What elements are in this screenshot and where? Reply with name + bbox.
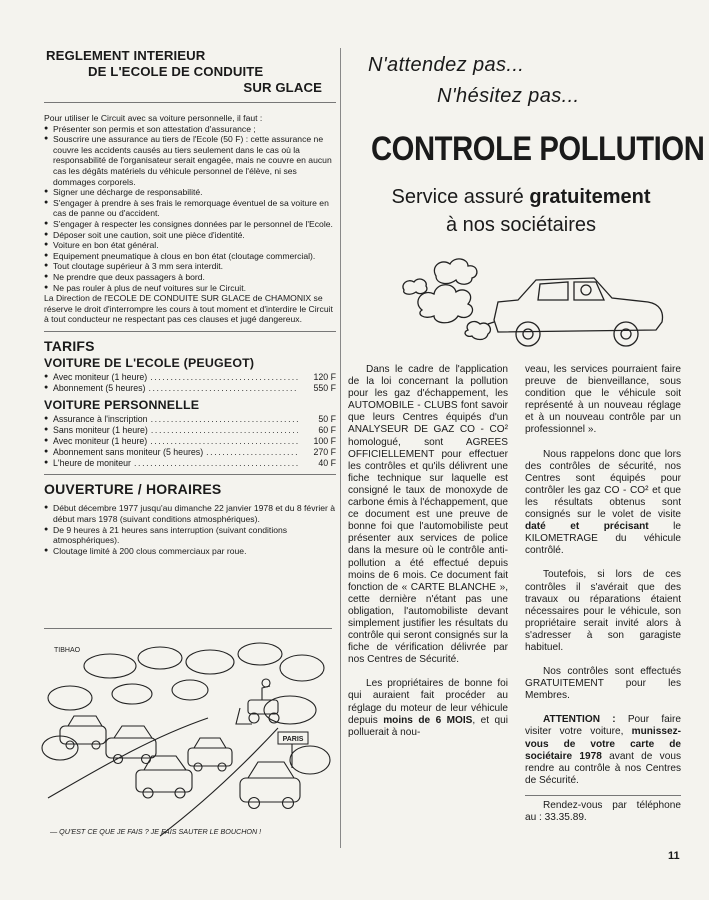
section-rule <box>44 474 336 475</box>
rule-item: ● Présenter son permis et son attestation d'assurance ; <box>44 124 336 135</box>
article-paragraph: veau, les services pourraient faire preuve de bienveillance, sous condition que le véhicule soit représenté à un nouveau réglage et à un nouveau contrôle par un professionnel ». <box>525 364 681 436</box>
rule-item: ● Déposer soit une caution, soit une pièce d'identité. <box>44 230 336 241</box>
price-label: ● Sans moniteur (1 heure) <box>44 425 148 436</box>
article-paragraph <box>525 714 681 787</box>
left-column <box>44 48 336 556</box>
article-bold: moins de 6 MOIS <box>383 714 473 726</box>
rule-item: ● Voiture en bon état général. <box>44 240 336 251</box>
rule-item: ● Ne prendre que deux passagers à bord. <box>44 272 336 283</box>
phone-paragraph: Rendez-vous par téléphone au : 33.35.89. <box>525 799 681 823</box>
rule-item: ● Tout cloutage supérieur à 3 mm sera interdit. <box>44 261 336 272</box>
title-rule <box>44 102 336 103</box>
article-paragraph: Nos contrôles sont effectués GRATUITEMENT pour les Membres. <box>525 666 681 702</box>
column-divider <box>340 48 341 848</box>
reglement-rules <box>44 124 336 294</box>
price-value: 100 F <box>313 436 336 447</box>
article-text: Pour faire visiter votre voiture, <box>525 714 681 738</box>
article-text: avant de vous rendre au contrôle à nos Centres de Sécurité. <box>525 750 681 786</box>
rule-item: ● Ne pas rouler à plus de neuf voitures sur le Circuit. <box>44 283 336 294</box>
footer-rule <box>525 795 681 796</box>
article-bold: munissez-vous de votre carte de sociétaire 1978 <box>525 726 681 762</box>
price-value: 50 F <box>318 414 336 425</box>
price-row <box>44 414 336 425</box>
attention-label: ATTENTION : <box>543 714 616 726</box>
article-text: Nous rappelons donc que lors des contrôles de sécurité, nos Centres sont équipés pour contrôler les gaz CO - CO² et que les résultats obtenus sont consignés sur le volet de visite <box>525 448 681 521</box>
ouverture-list <box>44 503 336 556</box>
service-text: Service assuré <box>391 186 530 208</box>
section-rule <box>44 331 336 332</box>
reglement-title-line-3: SUR GLACE <box>243 80 322 95</box>
article-column-1 <box>348 364 508 739</box>
reglement-title-line-2: DE L'ECOLE DE CONDUITE <box>88 64 264 79</box>
tarifs-heading: TARIFS <box>44 337 95 354</box>
ecole-heading: VOITURE DE L'ECOLE (PEUGEOT) <box>44 355 255 370</box>
reglement-title <box>46 48 336 96</box>
ecole-price-list <box>44 372 336 394</box>
price-label: ● Abonnement sans moniteur (5 heures) <box>44 447 203 458</box>
paris-sign-text: PARIS <box>282 736 304 743</box>
reglement-body <box>44 113 336 325</box>
price-value: 120 F <box>313 371 336 382</box>
perso-price-list <box>44 414 336 468</box>
reglement-title-line-1: REGLEMENT INTERIEUR <box>46 48 206 63</box>
price-value: 270 F <box>313 446 336 457</box>
price-label: ● L'heure de moniteur <box>44 458 131 469</box>
article-paragraph: Dans le cadre de l'application de la loi concernant la pollution pour les gaz d'échappement, les AUTOMOBILE - CLUBS font savoir que leurs Centres équipés d'un ANALYSEUR DE GAZ CO - CO² homologué, sont AGREES OFFICIELLEMENT pour effectuer les contrôles et qu'ils délivrent une fiche technique sur laquelle est consigné le taux de monoxyde de carbone émis à l'échappement, que ce document est une preuve de bonne foi que l'automobiliste peut présenter aux services de police dans la mesure où le contrôle anti-pollution a été effectué depuis moins de 6 mois. Ce document fait fonction de « CARTE BLANCHE », cette dernière n'étant pas une obligation, l'automobiliste devant simplement justifier les résultats du contrôle qui seront consignés sur la fiche de vérification délivrée par nos Centres de Sécurité. <box>348 364 508 666</box>
ouverture-item: ● Cloutage limité à 200 clous commerciaux par roue. <box>44 546 336 557</box>
price-row <box>44 425 336 436</box>
perso-heading: VOITURE PERSONNELLE <box>44 398 200 413</box>
price-row <box>44 383 336 394</box>
reglement-closing: La Direction de l'ECOLE DE CONDUITE SUR GLACE de CHAMONIX se réserve le droit d'interrompre les cours à tout moment et d'interdire le Circuit à tout conducteur ne respectant pas ces clauses et jugé dangereux. <box>44 293 333 325</box>
rule-item: ● Equipement pneumatique à clous en bon état (cloutage commercial). <box>44 251 336 262</box>
artist-signature: TIBHAO <box>54 647 81 654</box>
price-row <box>44 458 336 469</box>
article-text: le KILOMETRAGE du véhicule contrôlé. <box>525 521 681 557</box>
ouverture-item: ● Début décembre 1977 jusqu'au dimanche 22 janvier 1978 et du 8 février à début mars 1978 (suivant conditions atmosphériques). <box>44 503 336 524</box>
service-bold: gratuitement <box>529 186 651 208</box>
tagline-line-1: N'attendez pas... <box>368 54 525 76</box>
rule-item: ● S'engager à respecter les consignes données par le personnel de l'Ecole. <box>44 219 336 230</box>
article-paragraph <box>525 449 681 558</box>
service-line-2: à nos sociétaires <box>445 214 597 236</box>
price-row <box>44 447 336 458</box>
article-column-2 <box>525 364 681 824</box>
price-value: 40 F <box>318 457 336 468</box>
article-paragraph <box>348 678 508 738</box>
price-label: ● Abonnement (5 heures) <box>44 383 145 394</box>
ouverture-heading: OUVERTURE / HORAIRES <box>44 481 222 498</box>
cartoon-caption: — QU'EST CE QUE JE FAIS ? JE FAIS SAUTER LE BOUCHON ! <box>50 827 262 836</box>
article-text: Les propriétaires de bonne foi qui auraient fait procéder au réglage du moteur de leur véhicule depuis <box>348 678 508 726</box>
price-row <box>44 372 336 383</box>
price-value: 550 F <box>313 382 336 393</box>
service-line-1 <box>346 186 696 209</box>
article-paragraph: Toutefois, si lors de ces contrôles il s'avérait que des travaux ou réparations étaient nécessaires pour le véhicule, son propriétaire serait invité alors à s'adresser à son garagiste habituel. <box>525 569 681 653</box>
price-value: 60 F <box>318 425 336 436</box>
price-label: ● Avec moniteur (1 heure) <box>44 436 147 447</box>
price-label: ● Assurance à l'inscription <box>44 414 148 425</box>
headline-controle-pollution: CONTROLE POLLUTION <box>371 130 705 168</box>
price-label: ● Avec moniteur (1 heure) <box>44 372 147 383</box>
reglement-intro: Pour utiliser le Circuit avec sa voiture personnelle, il faut : <box>44 113 263 123</box>
traffic-jam-drawing <box>40 628 332 850</box>
ouverture-item: ● De 9 heures à 21 heures sans interruption (suivant conditions atmosphériques). <box>44 525 336 546</box>
cartoon-illustration <box>40 628 332 850</box>
polluting-car-illustration <box>398 250 698 360</box>
article-text: , et qui polluerait à nou- <box>348 714 508 738</box>
page-number: 11 <box>668 850 680 862</box>
rule-item: ● S'engager à prendre à ses frais le remorquage éventuel de sa voiture en cas de panne ou d'accident. <box>44 198 336 219</box>
rule-item: ● Signer une décharge de responsabilité. <box>44 187 336 198</box>
rule-item: ● Souscrire une assurance au tiers de l'Ecole (50 F) : cette assurance ne couvre les accidents causés au tiers seulement dans le cas où la responsabilité de l'organisateur serait engagée, mais ne couvre en aucun cas les dégâts matériels du véhicule personnel de l'élève, ni ses dommages corporels. <box>44 134 336 187</box>
article-bold: daté et précisant <box>525 521 649 533</box>
tagline-line-2: N'hésitez pas... <box>437 85 580 107</box>
price-row <box>44 436 336 447</box>
